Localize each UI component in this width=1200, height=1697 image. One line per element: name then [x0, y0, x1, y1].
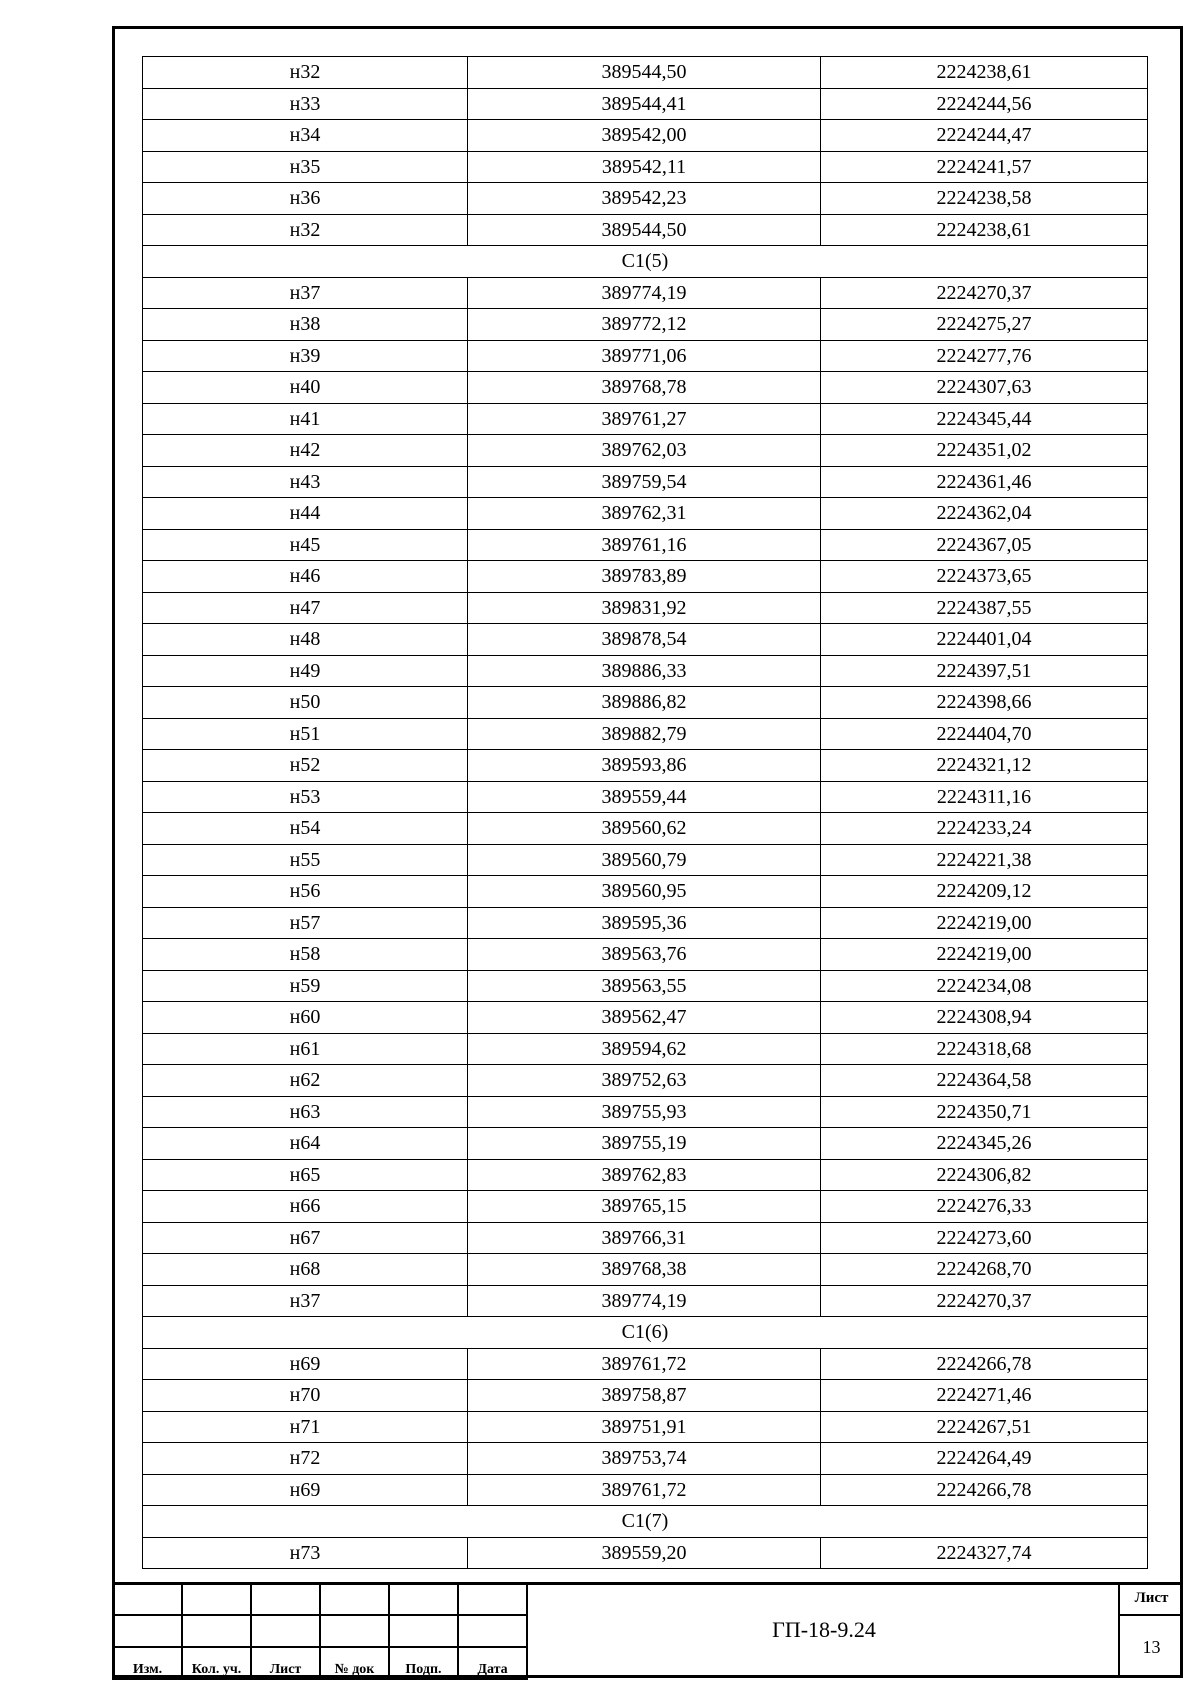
x-coordinate-cell: 389542,23	[468, 183, 821, 215]
y-coordinate-cell: 2224275,27	[821, 309, 1148, 341]
point-name-cell: н33	[143, 88, 468, 120]
point-name-cell: н40	[143, 372, 468, 404]
table-row	[143, 120, 1148, 152]
table-row	[143, 781, 1148, 813]
x-coordinate-cell: 389761,16	[468, 529, 821, 561]
x-coordinate-cell: 389563,55	[468, 970, 821, 1002]
y-coordinate-cell: 2224362,04	[821, 498, 1148, 530]
point-name-cell: н57	[143, 907, 468, 939]
table-row	[143, 1537, 1148, 1569]
x-coordinate-cell: 389886,82	[468, 687, 821, 719]
section-label: С1(7)	[143, 1506, 1148, 1538]
table-row	[143, 1380, 1148, 1412]
y-coordinate-cell: 2224209,12	[821, 876, 1148, 908]
point-name-cell: н38	[143, 309, 468, 341]
table-row	[143, 1443, 1148, 1475]
y-coordinate-cell: 2224306,82	[821, 1159, 1148, 1191]
point-name-cell: н32	[143, 57, 468, 89]
table-row	[143, 88, 1148, 120]
table-row	[143, 214, 1148, 246]
table-row	[143, 498, 1148, 530]
x-coordinate-cell: 389761,27	[468, 403, 821, 435]
table-row	[143, 939, 1148, 971]
table-row	[143, 1254, 1148, 1286]
y-coordinate-cell: 2224219,00	[821, 907, 1148, 939]
point-name-cell: н51	[143, 718, 468, 750]
table-row	[143, 907, 1148, 939]
table-row	[143, 183, 1148, 215]
point-name-cell: н32	[143, 214, 468, 246]
y-coordinate-cell: 2224270,37	[821, 277, 1148, 309]
x-coordinate-cell: 389563,76	[468, 939, 821, 971]
y-coordinate-cell: 2224277,76	[821, 340, 1148, 372]
y-coordinate-cell: 2224311,16	[821, 781, 1148, 813]
point-name-cell: н37	[143, 277, 468, 309]
revision-cell	[458, 1615, 527, 1647]
x-coordinate-cell: 389594,62	[468, 1033, 821, 1065]
point-name-cell: н66	[143, 1191, 468, 1223]
table-row	[143, 529, 1148, 561]
x-coordinate-cell: 389751,91	[468, 1411, 821, 1443]
point-name-cell: н41	[143, 403, 468, 435]
x-coordinate-cell: 389762,83	[468, 1159, 821, 1191]
y-coordinate-cell: 2224350,71	[821, 1096, 1148, 1128]
point-name-cell: н63	[143, 1096, 468, 1128]
x-coordinate-cell: 389831,92	[468, 592, 821, 624]
point-name-cell: н55	[143, 844, 468, 876]
section-row	[143, 246, 1148, 278]
table-row	[143, 1128, 1148, 1160]
point-name-cell: н45	[143, 529, 468, 561]
revision-cell	[251, 1583, 320, 1615]
point-name-cell: н69	[143, 1348, 468, 1380]
y-coordinate-cell: 2224307,63	[821, 372, 1148, 404]
point-name-cell: н54	[143, 813, 468, 845]
table-row	[143, 624, 1148, 656]
table-row	[143, 876, 1148, 908]
table-row	[143, 1191, 1148, 1223]
y-coordinate-cell: 2224238,61	[821, 214, 1148, 246]
table-row	[143, 1474, 1148, 1506]
point-name-cell: н62	[143, 1065, 468, 1097]
x-coordinate-cell: 389774,19	[468, 1285, 821, 1317]
document-code: ГП-18-9.24	[526, 1582, 1120, 1678]
point-name-cell: н71	[143, 1411, 468, 1443]
table-row	[143, 372, 1148, 404]
y-coordinate-cell: 2224268,70	[821, 1254, 1148, 1286]
revision-cell	[182, 1615, 251, 1647]
y-coordinate-cell: 2224404,70	[821, 718, 1148, 750]
point-name-cell: н47	[143, 592, 468, 624]
table-row	[143, 844, 1148, 876]
x-coordinate-cell: 389762,31	[468, 498, 821, 530]
point-name-cell: н64	[143, 1128, 468, 1160]
x-coordinate-cell: 389595,36	[468, 907, 821, 939]
label-izm: Изм.	[113, 1647, 182, 1679]
x-coordinate-cell: 389560,95	[468, 876, 821, 908]
table-row	[143, 1033, 1148, 1065]
table-row	[143, 1348, 1148, 1380]
y-coordinate-cell: 2224264,49	[821, 1443, 1148, 1475]
point-name-cell: н43	[143, 466, 468, 498]
y-coordinate-cell: 2224364,58	[821, 1065, 1148, 1097]
label-kol-uch: Кол. уч.	[182, 1647, 251, 1679]
label-podp: Подп.	[389, 1647, 458, 1679]
x-coordinate-cell: 389765,15	[468, 1191, 821, 1223]
point-name-cell: н46	[143, 561, 468, 593]
x-coordinate-cell: 389542,00	[468, 120, 821, 152]
point-name-cell: н72	[143, 1443, 468, 1475]
revision-cell	[251, 1615, 320, 1647]
y-coordinate-cell: 2224367,05	[821, 529, 1148, 561]
x-coordinate-cell: 389755,93	[468, 1096, 821, 1128]
point-name-cell: н42	[143, 435, 468, 467]
x-coordinate-cell: 389761,72	[468, 1348, 821, 1380]
table-row	[143, 970, 1148, 1002]
y-coordinate-cell: 2224397,51	[821, 655, 1148, 687]
revision-cell	[113, 1583, 182, 1615]
table-row	[143, 277, 1148, 309]
x-coordinate-cell: 389783,89	[468, 561, 821, 593]
x-coordinate-cell: 389762,03	[468, 435, 821, 467]
point-name-cell: н70	[143, 1380, 468, 1412]
table-row	[143, 592, 1148, 624]
table-row	[143, 403, 1148, 435]
x-coordinate-cell: 389882,79	[468, 718, 821, 750]
section-label: С1(5)	[143, 246, 1148, 278]
point-name-cell: н68	[143, 1254, 468, 1286]
coordinates-table	[142, 56, 1148, 1569]
table-row	[143, 1411, 1148, 1443]
table-row	[143, 750, 1148, 782]
table-row	[143, 1096, 1148, 1128]
label-data: Дата	[458, 1647, 527, 1679]
x-coordinate-cell: 389766,31	[468, 1222, 821, 1254]
y-coordinate-cell: 2224308,94	[821, 1002, 1148, 1034]
point-name-cell: н37	[143, 1285, 468, 1317]
table-row	[143, 1065, 1148, 1097]
y-coordinate-cell: 2224221,38	[821, 844, 1148, 876]
point-name-cell: н44	[143, 498, 468, 530]
x-coordinate-cell: 389542,11	[468, 151, 821, 183]
revision-cell	[389, 1615, 458, 1647]
y-coordinate-cell: 2224270,37	[821, 1285, 1148, 1317]
coordinates-table-body	[143, 57, 1148, 1569]
point-name-cell: н48	[143, 624, 468, 656]
table-row	[143, 435, 1148, 467]
table-row	[143, 1002, 1148, 1034]
revision-header-row	[113, 1647, 527, 1679]
table-row	[143, 718, 1148, 750]
sheet-number: 13	[1118, 1616, 1183, 1678]
point-name-cell: н53	[143, 781, 468, 813]
y-coordinate-cell: 2224327,74	[821, 1537, 1148, 1569]
y-coordinate-cell: 2224238,58	[821, 183, 1148, 215]
y-coordinate-cell: 2224318,68	[821, 1033, 1148, 1065]
point-name-cell: н69	[143, 1474, 468, 1506]
table-row	[143, 340, 1148, 372]
x-coordinate-cell: 389559,44	[468, 781, 821, 813]
revision-cell	[113, 1615, 182, 1647]
x-coordinate-cell: 389753,74	[468, 1443, 821, 1475]
point-name-cell: н50	[143, 687, 468, 719]
point-name-cell: н58	[143, 939, 468, 971]
x-coordinate-cell: 389755,19	[468, 1128, 821, 1160]
revision-cell	[320, 1583, 389, 1615]
revision-cell	[182, 1583, 251, 1615]
y-coordinate-cell: 2224244,56	[821, 88, 1148, 120]
label-n-dok: № док	[320, 1647, 389, 1679]
point-name-cell: н39	[143, 340, 468, 372]
table-row	[143, 466, 1148, 498]
y-coordinate-cell: 2224244,47	[821, 120, 1148, 152]
x-coordinate-cell: 389759,54	[468, 466, 821, 498]
point-name-cell: н34	[143, 120, 468, 152]
y-coordinate-cell: 2224273,60	[821, 1222, 1148, 1254]
y-coordinate-cell: 2224321,12	[821, 750, 1148, 782]
y-coordinate-cell: 2224267,51	[821, 1411, 1148, 1443]
section-row	[143, 1317, 1148, 1349]
y-coordinate-cell: 2224351,02	[821, 435, 1148, 467]
x-coordinate-cell: 389758,87	[468, 1380, 821, 1412]
table-row	[143, 655, 1148, 687]
table-row	[143, 1159, 1148, 1191]
x-coordinate-cell: 389752,63	[468, 1065, 821, 1097]
sheet-box	[1118, 1582, 1183, 1678]
y-coordinate-cell: 2224398,66	[821, 687, 1148, 719]
y-coordinate-cell: 2224238,61	[821, 57, 1148, 89]
y-coordinate-cell: 2224373,65	[821, 561, 1148, 593]
y-coordinate-cell: 2224266,78	[821, 1474, 1148, 1506]
table-row	[143, 1222, 1148, 1254]
sheet-label: Лист	[1118, 1582, 1183, 1616]
x-coordinate-cell: 389560,62	[468, 813, 821, 845]
x-coordinate-cell: 389562,47	[468, 1002, 821, 1034]
table-row	[143, 151, 1148, 183]
point-name-cell: н49	[143, 655, 468, 687]
x-coordinate-cell: 389771,06	[468, 340, 821, 372]
y-coordinate-cell: 2224345,44	[821, 403, 1148, 435]
y-coordinate-cell: 2224345,26	[821, 1128, 1148, 1160]
point-name-cell: н73	[143, 1537, 468, 1569]
y-coordinate-cell: 2224241,57	[821, 151, 1148, 183]
y-coordinate-cell: 2224276,33	[821, 1191, 1148, 1223]
x-coordinate-cell: 389761,72	[468, 1474, 821, 1506]
x-coordinate-cell: 389768,38	[468, 1254, 821, 1286]
x-coordinate-cell: 389544,50	[468, 57, 821, 89]
point-name-cell: н59	[143, 970, 468, 1002]
y-coordinate-cell: 2224219,00	[821, 939, 1148, 971]
revision-cell	[458, 1583, 527, 1615]
y-coordinate-cell: 2224233,24	[821, 813, 1148, 845]
point-name-cell: н65	[143, 1159, 468, 1191]
y-coordinate-cell: 2224401,04	[821, 624, 1148, 656]
y-coordinate-cell: 2224361,46	[821, 466, 1148, 498]
revision-row	[113, 1615, 527, 1647]
x-coordinate-cell: 389886,33	[468, 655, 821, 687]
revision-cell	[389, 1583, 458, 1615]
x-coordinate-cell: 389593,86	[468, 750, 821, 782]
point-name-cell: н52	[143, 750, 468, 782]
revision-row	[113, 1583, 527, 1615]
y-coordinate-cell: 2224271,46	[821, 1380, 1148, 1412]
section-row	[143, 1506, 1148, 1538]
table-row	[143, 813, 1148, 845]
table-row	[143, 561, 1148, 593]
point-name-cell: н35	[143, 151, 468, 183]
revision-grid	[112, 1582, 528, 1680]
y-coordinate-cell: 2224234,08	[821, 970, 1148, 1002]
point-name-cell: н60	[143, 1002, 468, 1034]
point-name-cell: н67	[143, 1222, 468, 1254]
y-coordinate-cell: 2224266,78	[821, 1348, 1148, 1380]
x-coordinate-cell: 389772,12	[468, 309, 821, 341]
point-name-cell: н56	[143, 876, 468, 908]
x-coordinate-cell: 389768,78	[468, 372, 821, 404]
x-coordinate-cell: 389544,41	[468, 88, 821, 120]
title-block	[112, 1582, 1183, 1678]
x-coordinate-cell: 389544,50	[468, 214, 821, 246]
y-coordinate-cell: 2224387,55	[821, 592, 1148, 624]
point-name-cell: н61	[143, 1033, 468, 1065]
point-name-cell: н36	[143, 183, 468, 215]
section-label: С1(6)	[143, 1317, 1148, 1349]
x-coordinate-cell: 389560,79	[468, 844, 821, 876]
revision-cell	[320, 1615, 389, 1647]
x-coordinate-cell: 389878,54	[468, 624, 821, 656]
table-row	[143, 687, 1148, 719]
x-coordinate-cell: 389774,19	[468, 277, 821, 309]
table-row	[143, 309, 1148, 341]
table-row	[143, 57, 1148, 89]
label-list: Лист	[251, 1647, 320, 1679]
x-coordinate-cell: 389559,20	[468, 1537, 821, 1569]
table-row	[143, 1285, 1148, 1317]
